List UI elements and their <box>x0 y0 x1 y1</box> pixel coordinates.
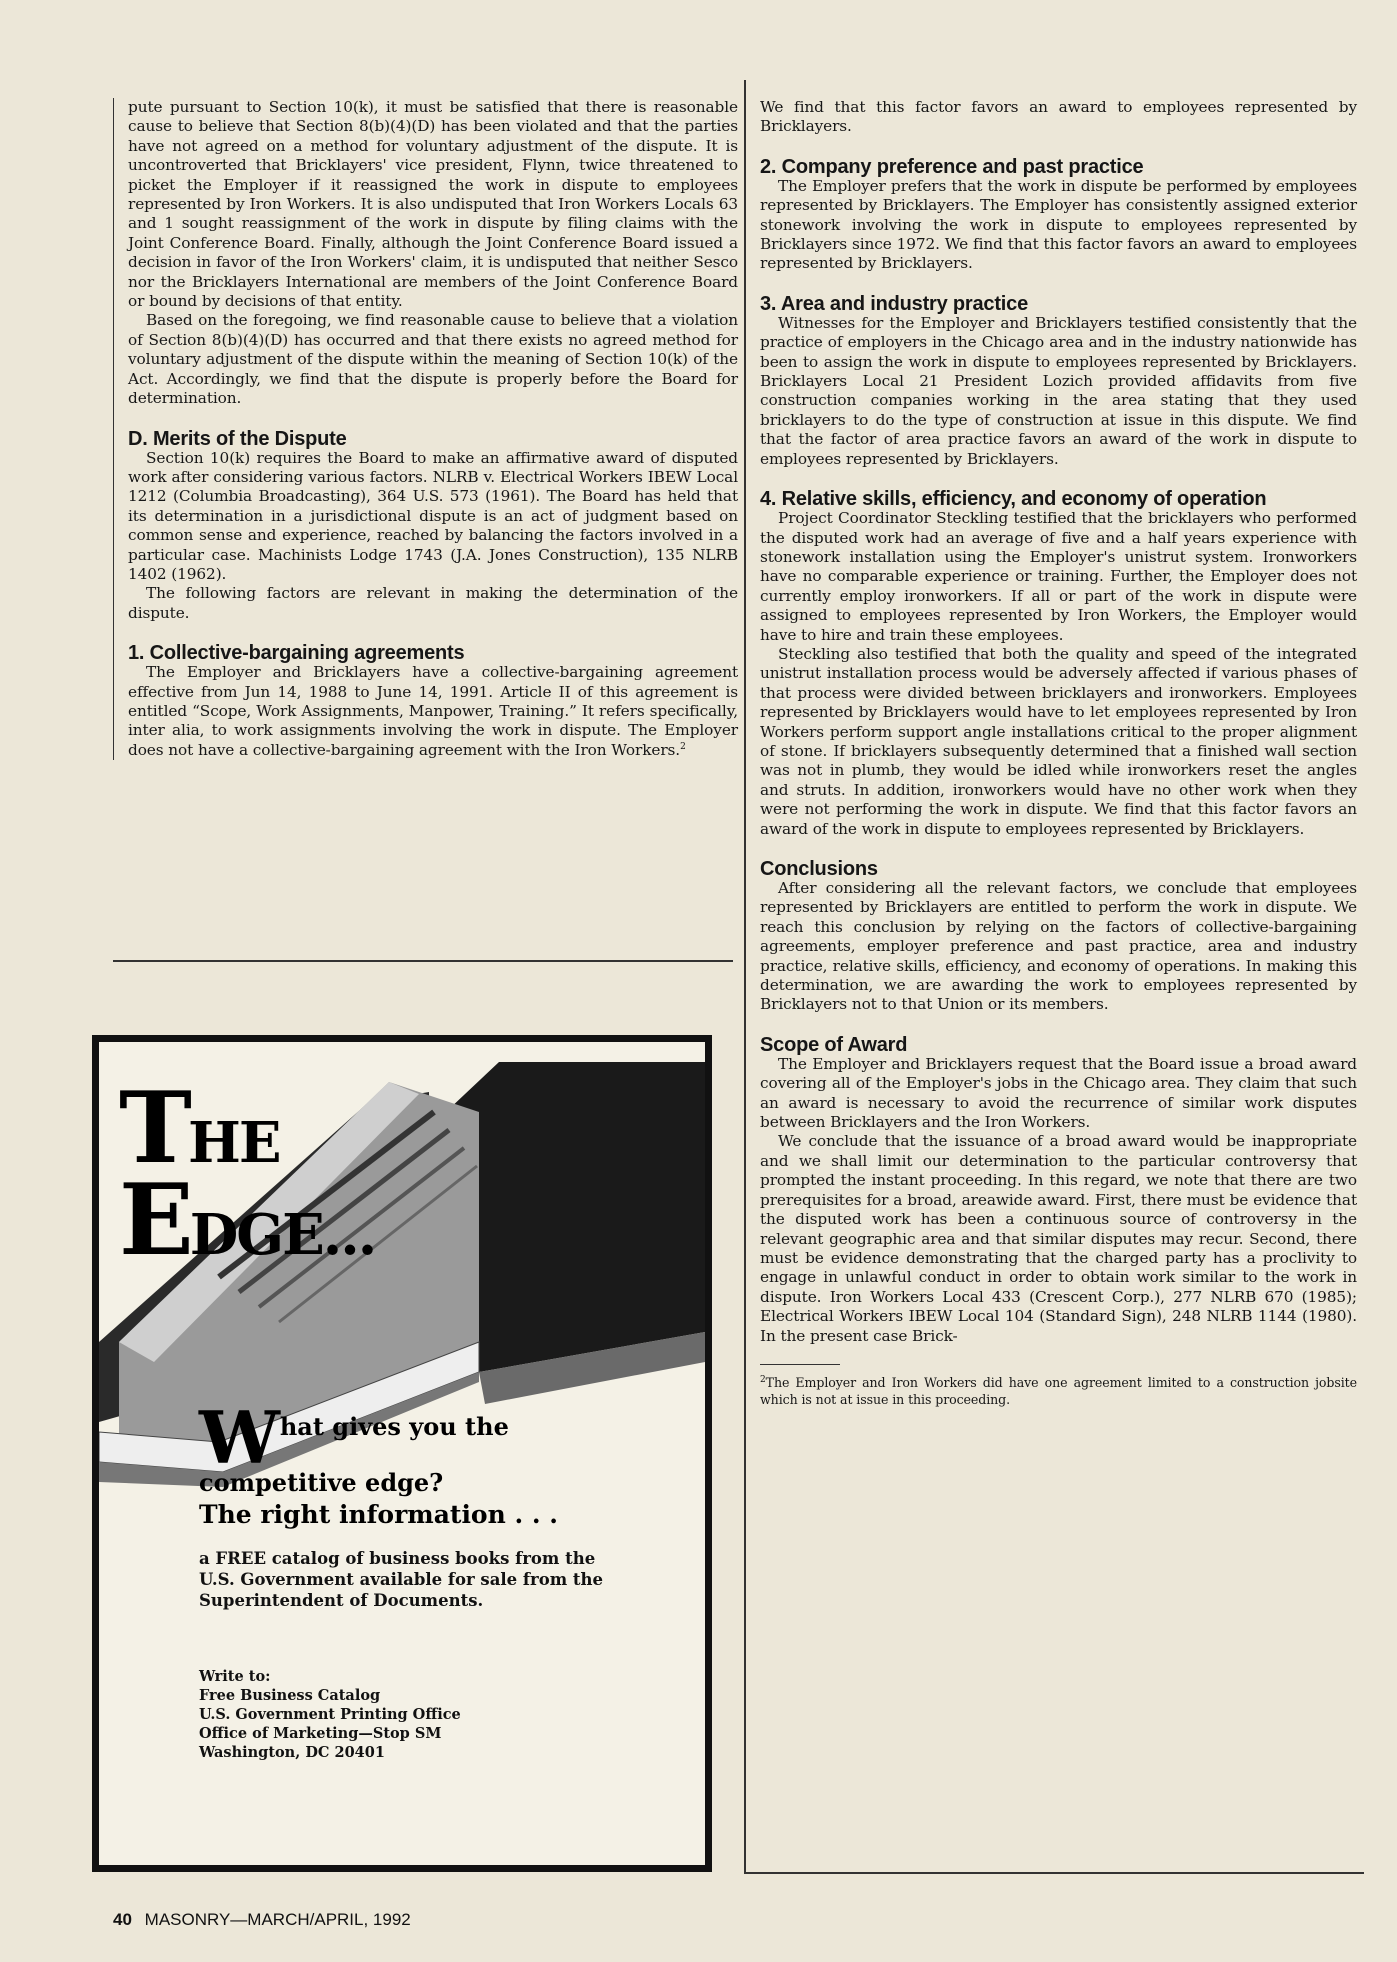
advertisement <box>92 1035 712 1872</box>
paragraph: The Employer prefers that the work in dispute be performed by employees represented by Bricklayers. The Employer has consistently assigned exterior stonework involving the work in dispute to employees represented by Bricklayers since 1972. We find that this factor favors an award to employees represented by Bricklayers. <box>760 176 1357 273</box>
paragraph: Section 10(k) requires the Board to make an affirmative award of disputed work after considering various factors. NLRB v. Electrical Workers IBEW Local 1212 (Columbia Broadcasting), 364 U.S. 573 (1961). The Board has held that its determination in a jurisdictional dispute is an act of judgment based on common sense and experience, reached by balancing the factors involved in a particular case. Machinists Lodge 1743 (J.A. Jones Construction), 135 NLRB 1402 (1962). <box>128 448 738 583</box>
right-column <box>760 98 1357 1408</box>
section-heading-conclusions: Conclusions <box>760 858 878 880</box>
paragraph: The following factors are relevant in making the determination of the dispute. <box>128 584 738 622</box>
paragraph: After considering all the relevant factors, we conclude that employees represented by Bricklayers are entitled to perform the work in dispute. We reach this conclusion by relying on the factors of collective-bargaining agreements, employer preference and past practice, area and industry practice, relative skills, efficiency, and economy of operations. In making this determination, we are awarding the work to employees represented by Bricklayers not to that Union or its members. <box>760 879 1357 1014</box>
address-line: U.S. Government Printing Office <box>199 1706 461 1723</box>
page-number: 40 <box>113 1910 132 1929</box>
ad-title-word: HE <box>187 1110 280 1176</box>
paragraph: Steckling also testified that both the quality and speed of the integrated unistrut installation process would be adversely affected if various phases of that process were divided between bricklayers and ironworkers. Employees represented by Bricklayers would have to let employees represented by Iron Workers perform support angle installations critical to the proper alignment of stone. If bricklayers subsequently determined that a finished wall section was not in plumb, they would be idled while ironworkers reset the angles and struts. In addition, ironworkers would have no other work when they were not performing the work in dispute. We find that this factor favors an award of the work in dispute to employees represented by Bricklayers. <box>760 644 1357 838</box>
section-heading-relative-skills: 4. Relative skills, efficiency, and economy of operation <box>760 488 1267 511</box>
paragraph: The Employer and Bricklayers request that the Board issue a broad award covering all of the Employer's jobs in the Chicago area. They claim that such an award is necessary to avoid the recurrence of similar work disputes between Bricklayers and the Iron Workers. <box>760 1054 1357 1132</box>
paragraph: Based on the foregoing, we find reasonable cause to believe that a violation of Section 8(b)(4)(D) has occurred and that there exists no agreed method for voluntary adjustment of the dispute within the meaning of Section 10(k) of the Act. Accordingly, we find that the dispute is properly before the Board for determination. <box>128 311 738 408</box>
publication-line: MASONRY—MARCH/APRIL, 1992 <box>144 1910 411 1929</box>
left-column-bottom-rule <box>113 960 733 962</box>
section-heading-cba: 1. Collective-bargaining agreements <box>128 642 465 665</box>
paragraph: pute pursuant to Section 10(k), it must be satisfied that there is reasonable cause to believe that Section 8(b)(4)(D) has been violated and that the parties have not agreed on a method for voluntary adjustment of the dispute. It is uncontroverted that Bricklayers' vice president, Flynn, twice threatened to picket the Employer if it reassigned the work in dispute to employees represented by Iron Workers. It is also undisputed that Iron Workers Locals 63 and 1 sought reassignment of the work in dispute by filing claims with the Joint Conference Board. Finally, although the Joint Conference Board issued a decision in favor of the Iron Workers' claim, it is undisputed that neither Sesco nor the Bricklayers International are members of the Joint Conference Board or bound by decisions of that entity. <box>128 98 738 311</box>
paragraph: We conclude that the issuance of a broad award would be inappropriate and we shall limit our determination to the particular controversy that prompted the instant proceeding. In this regard, we note that there are two prerequisites for a broad, areawide award. First, there must be evidence that the disputed work has been a continuous source of controversy in the relevant geographic area and that similar disputes may recur. Second, there must be evidence demonstrating that the charged party has a proclivity to engage in unlawful conduct in order to obtain work similar to the work in dispute. Iron Workers Local 433 (Crescent Corp.), 277 NLRB 670 (1985); Electrical Workers IBEW Local 104 (Standard Sign), 248 NLRB 1144 (1980). In the present case Brick- <box>760 1132 1357 1345</box>
paragraph <box>128 663 738 760</box>
page-footer <box>113 1910 411 1930</box>
paragraph: We find that this factor favors an award to employees represented by Bricklayers. <box>760 98 1357 136</box>
right-column-bottom-rule <box>744 1872 1364 1874</box>
drop-cap: W <box>199 1395 276 1480</box>
cba-text: The Employer and Bricklayers have a collective-bargaining agreement effective from Jun 14, 1988 to June 14, 1991. Article II of this agreement is entitled “Scope, Work Assignments, Manpower, Training.” It refers specifically, inter alia, to work assignments involving the work in dispute. The Employer does not have a collective-bargaining agreement with the Iron Workers. <box>128 663 738 759</box>
footnote-mark: 2 <box>760 1374 766 1385</box>
headline-line: The right information . . . <box>199 1500 559 1529</box>
footnote-text: The Employer and Iron Workers did have one agreement limited to a construction jobsite which is not at issue in this proceeding. <box>760 1374 1357 1407</box>
footnote-ref: 2 <box>680 741 686 752</box>
write-to-label: Write to: <box>199 1668 271 1685</box>
section-heading-scope-of-award: Scope of Award <box>760 1033 908 1056</box>
address-line: Free Business Catalog <box>199 1687 381 1704</box>
headline-line: competitive edge? <box>199 1468 444 1497</box>
address-line: Washington, DC 20401 <box>199 1744 385 1761</box>
headline-line: hat gives you the <box>279 1412 509 1441</box>
ad-headline <box>199 1395 639 1530</box>
footnote <box>760 1364 1357 1408</box>
paragraph: Project Coordinator Steckling testified that the bricklayers who performed the disputed work had an average of five and a half years experience with stonework installation using the Employer's unistrut system. Ironworkers have no comparable experience or training. Further, the Employer does not currently employ ironworkers. If all or part of the work in dispute were assigned to employees represented by Iron Workers, the Employer would have to hire and train these employees. <box>760 509 1357 644</box>
ad-title-initial: T <box>119 1071 188 1186</box>
ad-title-word: DGE... <box>189 1202 376 1268</box>
ad-offer: a FREE catalog of business books from the U.S. Government available for sale from the Superintendent of Documents. <box>199 1549 604 1610</box>
ad-title <box>119 1071 376 1278</box>
ad-address <box>199 1667 609 1762</box>
section-heading-merits: D. Merits of the Dispute <box>128 427 347 450</box>
paragraph: Witnesses for the Employer and Bricklayers testified consistently that the practice of employers in the Chicago area and in the industry nationwide has been to assign the work in dispute to employees represented by Bricklayers. Bricklayers Local 21 President Lozich provided affidavits from five construction companies working in the area stating that they used bricklayers to do the type of construction at issue in this dispute. We find that the factor of area practice favors an award of the work in dispute to employees represented by Bricklayers. <box>760 313 1357 468</box>
right-column-border <box>744 80 746 1872</box>
section-heading-area-practice: 3. Area and industry practice <box>760 292 1028 315</box>
address-line: Office of Marketing—Stop SM <box>199 1725 442 1742</box>
left-column <box>113 98 738 760</box>
section-heading-company-preference: 2. Company preference and past practice <box>760 155 1144 178</box>
ad-title-initial: E <box>119 1163 190 1278</box>
